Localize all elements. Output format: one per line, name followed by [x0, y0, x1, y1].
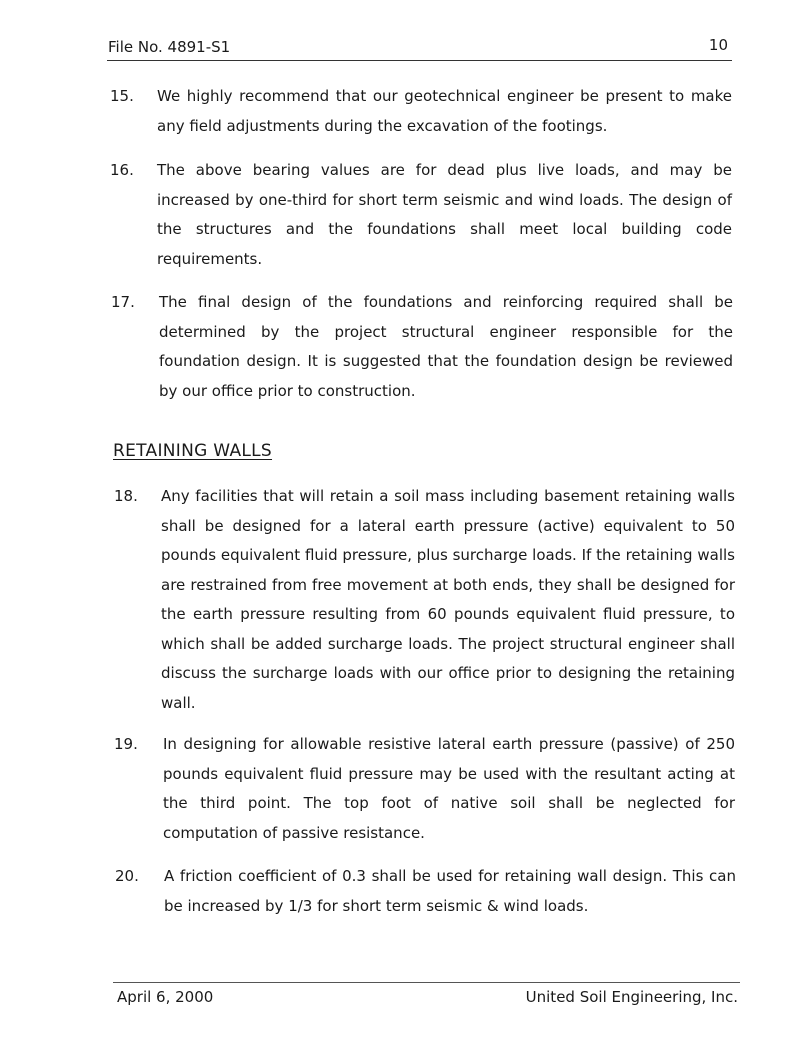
item-number: 18.: [114, 487, 138, 505]
item-number: 17.: [111, 293, 135, 311]
footer-date: April 6, 2000: [117, 988, 214, 1006]
footer-company: United Soil Engineering, Inc.: [525, 988, 738, 1006]
item-text: The final design of the foundations and reinforcing required shall be determined by the project structural engineer responsible for the foundation design. It is suggested that the foundation design be reviewed by our office prior to construction.: [159, 293, 733, 400]
item-text: In designing for allowable resistive lateral earth pressure (passive) of 250 pounds equivalent fluid pressure may be used with the resultant acting at the third point. The top foot of native soil shall be neglected for computation of passive resistance.: [163, 735, 735, 842]
item-text: We highly recommend that our geotechnical engineer be present to make any field adjustments during the excavation of the footings.: [157, 87, 732, 135]
file-number: File No. 4891-S1: [108, 38, 231, 56]
page-footer: [113, 982, 740, 1006]
item-number: 15.: [110, 87, 134, 105]
item-number: 19.: [114, 735, 138, 753]
item-number: 20.: [115, 867, 139, 885]
page-header: [107, 36, 732, 61]
section-heading: RETAINING WALLS: [113, 441, 273, 461]
item-number: 16.: [110, 161, 134, 179]
item-text: A friction coefficient of 0.3 shall be used for retaining wall design. This can be increased by 1/3 for short term seismic & wind loads.: [164, 867, 736, 915]
page-number: 10: [708, 36, 728, 54]
item-text: Any facilities that will retain a soil mass including basement retaining walls shall be designed for a lateral earth pressure (active) equivalent to 50 pounds equivalent fluid pressure, plus surcharge loads. If the retaining walls are restrained from free movement at both ends, they shall be designed for the earth pressure resulting from 60 pounds equivalent fluid pressure, to which shall be added surcharge loads. The project structural engineer shall discuss the surcharge loads with our office prior to designing the retaining wall.: [161, 487, 735, 712]
item-text: The above bearing values are for dead plus live loads, and may be increased by one-third for short term seismic and wind loads. The design of the structures and the foundations shall meet local building code requirements.: [157, 161, 732, 268]
